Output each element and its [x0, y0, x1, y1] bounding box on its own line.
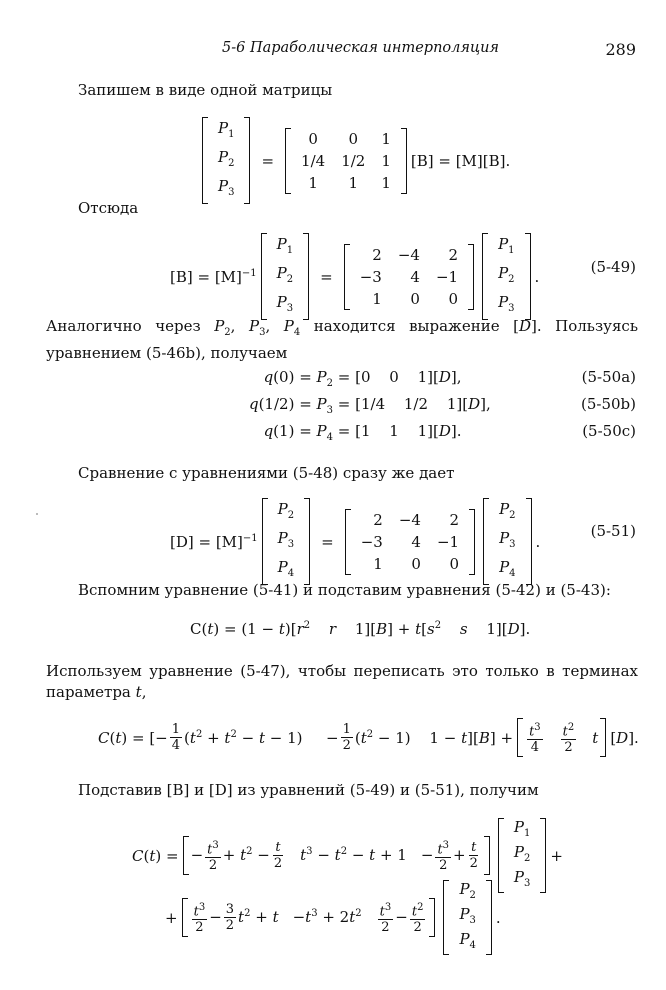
paragraph-recall: Вспомним уравнение (5-41) и подставим уравнения (5-42) и (5-43): — [78, 581, 611, 599]
equation-parametric: C(t) = [− $\frac{1}{4}$ $(t^2 + t^2 - t - 1)$ − $\frac{1}{2}$ $(t^2 - 1) 1 - t][B]$ + $\frac{t^3}{4}$ $\frac{t^2}{2}$ t [D]. — [98, 718, 639, 757]
equation-number: (5-50c) — [582, 422, 636, 440]
matrix-cell: −1 — [436, 532, 460, 551]
equation-final-line1: C(t) = − $\frac{t^3}{2}$ + $t^2$ − $\frac{t}{2}$ $t^3 - t^2 - t + 1$ − $\frac{t^3}{2}$ + $\frac{t}{2}$ $P_1$ $P_2$ $P_3$ + — [132, 818, 563, 893]
paragraph-comparison: Сравнение с уравнениями (5-48) сразу же дает — [78, 464, 455, 482]
matrix-cell: 0 — [348, 129, 359, 148]
equation-lhs: $[B] = [M]^{-1}$ — [170, 267, 257, 286]
paragraph-rewrite: Используем уравнение (5-47), чтобы переписать это только в терминах параметра t, — [46, 662, 638, 701]
vector-entry: $P_3$ — [498, 293, 515, 314]
vector-entry: $P_3$ — [218, 177, 235, 198]
matrix-cell: 1/2 — [341, 151, 366, 170]
matrix-cell: −4 — [398, 510, 421, 529]
vector-entry: $P_4$ — [499, 558, 516, 579]
matrix-cell: 1 — [381, 151, 391, 170]
section-title: 5-6 Параболическая интерполяция — [222, 40, 500, 56]
column-vector-p: $P_2$ $P_3$ $P_4$ — [443, 880, 491, 955]
vector-entry: $P_4$ — [277, 558, 295, 579]
vector-entry: $P_3$ — [277, 529, 295, 550]
vector-entry: $P_2$ — [218, 148, 235, 169]
vector-entry: $P_1$ — [218, 119, 235, 140]
equation-final-line2: + $\frac{t^3}{2}$ − $\frac{3}{2}$ $t^2 + t$ $-t^3 + 2t^2$ $\frac{t^3}{2}$ − $\frac{t^2}{2}$ $P_2$ $P_3$ $P_4$ . — [165, 880, 501, 955]
equation-matrix-b: $P_1$ $P_2$ $P_3$ = 0 0 1 1/4 1/2 1 1 1 1 [B] = [M][B]. — [198, 117, 510, 204]
matrix-cell: 1 — [381, 129, 391, 148]
matrix-cell: 1/4 — [301, 151, 326, 170]
vector-entry: $P_2$ — [277, 500, 295, 521]
equation-number: (5-49) — [590, 258, 636, 276]
matrix-cell: 2 — [373, 510, 383, 529]
row-vector: $\frac{t^3}{4}$ $\frac{t^2}{2}$ t — [517, 718, 606, 757]
matrix-cell: 1 — [308, 173, 318, 192]
paragraph-hence: Отсюда — [78, 199, 139, 217]
equation-c-of-t: $C(t) = (1 - t)[r^2$ r $1][B] + t[s^2$ s 1][D]. — [190, 620, 531, 638]
matrix-cell: 2 — [372, 245, 382, 264]
matrix-cell: 0 — [308, 129, 318, 148]
page-number: 289 — [605, 40, 636, 59]
matrix-cell: 0 — [449, 554, 460, 573]
matrix-cell: −4 — [397, 245, 420, 264]
matrix-cell: −3 — [359, 267, 382, 286]
matrix-cell: 0 — [448, 289, 459, 308]
inverse-matrix — [344, 244, 474, 310]
paragraph-substitute: Подставив [B] и [D] из уравнений (5-49) и (5-51), получим — [78, 781, 539, 799]
matrix-cell: 1 — [381, 173, 391, 192]
column-vector-p: $P_1$ $P_2$ $P_3$ — [498, 818, 546, 893]
column-vector-p — [262, 498, 310, 585]
column-vector-p — [483, 498, 531, 585]
equation-number: (5-50b) — [580, 395, 636, 413]
matrix-cell: 0 — [411, 554, 421, 573]
running-header — [0, 40, 666, 62]
vector-entry: $P_3$ — [276, 293, 294, 314]
paragraph-similarly: Аналогично через $P_2$, $P_3$, $P_4$ находится выражение [D]. Пользуясь уравнением (5-46b), получаем — [46, 317, 638, 362]
inverse-matrix — [345, 509, 475, 575]
vector-entry: $P_3$ — [499, 529, 516, 550]
equation-5-49: $[B] = [M]^{-1}$ $P_1$ $P_2$ $P_3$ = 2 −4 2 −3 4 −1 1 0 0 $P_1$ $P_2$ $P_3$ . — [170, 233, 539, 320]
matrix-cell: 1 — [373, 554, 383, 573]
vector-entry: $P_1$ — [276, 235, 294, 256]
matrix-cell: 1 — [372, 289, 382, 308]
equation-lhs: $[D] = [M]^{-1}$ — [170, 532, 258, 551]
matrix-cell: −3 — [360, 532, 383, 551]
matrix-cell: 4 — [411, 532, 421, 551]
coefficient-matrix — [285, 128, 407, 194]
equation-number: (5-50a) — [581, 368, 636, 386]
equation-5-50a: $q(0) = P_2 = [0$ 0 1][D], — [263, 368, 462, 389]
column-vector-p — [202, 117, 250, 204]
equation-5-50c: $q(1) = P_4 = [1$ 1 1][D]. — [263, 422, 462, 443]
matrix-cell: 4 — [410, 267, 420, 286]
row-vector: − $\frac{t^3}{2}$ + $t^2$ − $\frac{t}{2}$ $t^3 - t^2 - t + 1$ − $\frac{t^3}{2}$ + $\frac{t}{2}$ — [183, 836, 490, 875]
equation-5-51: $[D] = [M]^{-1}$ $P_2$ $P_3$ $P_4$ = 2 −4 2 −3 4 −1 1 0 0 $P_2$ $P_3$ $P_4$ . — [170, 498, 540, 585]
scan-speck — [36, 513, 38, 515]
vector-entry: $P_2$ — [499, 500, 516, 521]
vector-entry: $P_1$ — [498, 235, 515, 256]
matrix-cell: 2 — [448, 245, 459, 264]
matrix-cell: 2 — [449, 510, 460, 529]
equation-number: (5-51) — [590, 522, 636, 540]
column-vector-p — [482, 233, 530, 320]
matrix-cell: 1 — [348, 173, 359, 192]
column-vector-p — [261, 233, 309, 320]
vector-entry: $P_2$ — [498, 264, 515, 285]
vector-entry: $P_2$ — [276, 264, 294, 285]
matrix-cell: 0 — [410, 289, 420, 308]
row-vector: $\frac{t^3}{2}$ − $\frac{3}{2}$ $t^2 + t$ $-t^3 + 2t^2$ $\frac{t^3}{2}$ − $\frac{t^2}{2}$ — [182, 898, 436, 937]
equation-tail: [B] = [M][B]. — [410, 151, 511, 170]
equation-5-50b: $q(1/2) = P_3 = [1/4$ 1/2 1][D], — [248, 395, 491, 416]
paragraph-intro: Запишем в виде одной матрицы — [78, 81, 333, 99]
matrix-cell: −1 — [435, 267, 459, 286]
